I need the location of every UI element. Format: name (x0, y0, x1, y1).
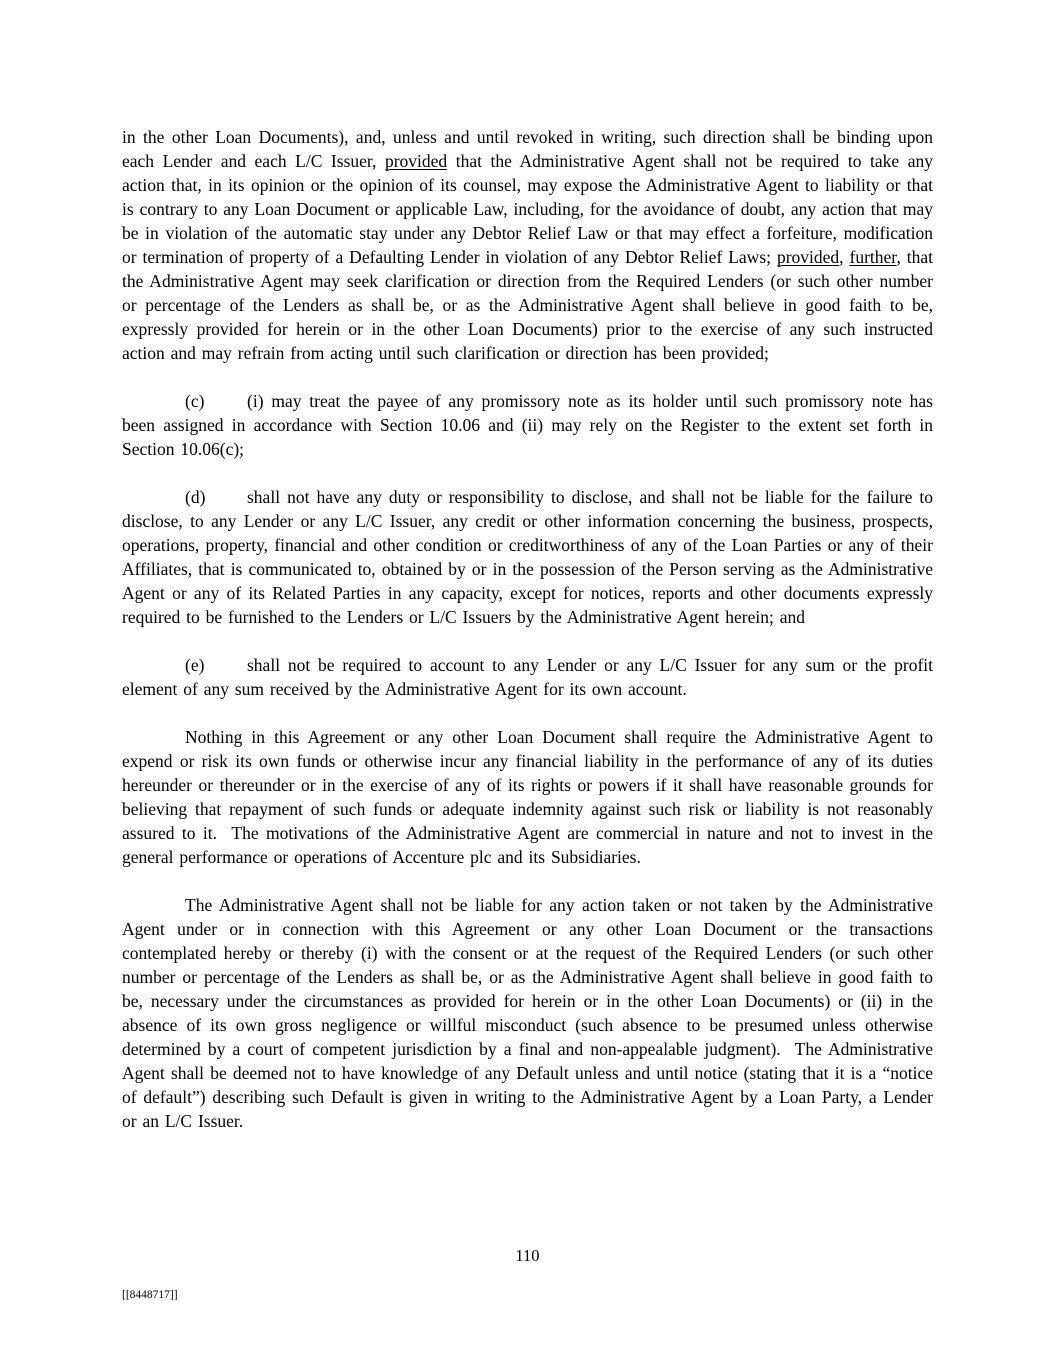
text-segment: Nothing in this Agreement or any other Loan Document shall require the Administrative Agent to expend or risk its own funds or otherwise incur any financial liability in the performance of any of its duties hereunder or thereunder or in the exercise of any of its rights or powers if it shall have reasonable grounds for believing that repayment of such funds or adequate indemnity against such risk or liability is not reasonably assured to it. The motivations of the Administrative Agent are commercial in nature and not to invest in the general performance or operations of Accenture plc and its Subsidiaries. (122, 727, 933, 867)
text-segment: shall not have any duty or responsibility to disclose, and shall not be liable for the failure to disclose, to any Lender or any L/C Issuer, any credit or other information concerning the business, prospects, operations, property, financial and other condition or creditworthiness of any of the Loan Parties or any of their Affiliates, that is communicated to, obtained by or in the possession of the Person serving as the Administrative Agent or any of its Related Parties in any capacity, except for notices, reports and other documents expressly required to be furnished to the Lenders or L/C Issuers by the Administrative Agent herein; and (122, 487, 933, 627)
text-segment: that the Administrative Agent shall not be required to take any action that, in its opinion or the opinion of its counsel, may expose the Administrative Agent to liability or that is contrary to any Loan Document or applicable Law, including, for the avoidance of doubt, any action that may be in violation of the automatic stay under any Debtor Relief Law or that may effect a forfeiture, modification or termination of property of a Defaulting Lender in violation of any Debtor Relief Laws; (122, 151, 933, 267)
clause-label: (e) (185, 655, 205, 675)
clause-d-paragraph (122, 485, 933, 629)
document-id-tag: [[8448717]] (122, 1289, 178, 1301)
underlined-term: further (849, 247, 897, 267)
text-segment: (i) may treat the payee of any promissory note as its holder until such promissory note has been assigned in accordance with Section 10.06 and (ii) may rely on the Register to the extent set forth in Section 10.06(c); (122, 391, 933, 459)
no-liability-paragraph (122, 893, 933, 1133)
clause-label: (c) (185, 391, 205, 411)
clause-e-paragraph (122, 653, 933, 701)
text-segment: , that the Administrative Agent may seek clarification or direction from the Required Lenders (or such other number or percentage of the Lenders as shall be, or as the Administrative Agent shall believe in good faith to be, expressly provided for herein or in the other Loan Documents) prior to the exercise of any such instructed action and may refrain from acting until such clarification or direction has been provided; (122, 247, 934, 363)
no-funds-obligation-paragraph (122, 725, 933, 869)
page-number: 110 (515, 1246, 540, 1265)
text-segment: The Administrative Agent shall not be liable for any action taken or not taken by the Administrative Agent under or in connection with this Agreement or any other Loan Document or the transactions contemplated hereby or thereby (i) with the consent or at the request of the Required Lenders (or such other number or percentage of the Lenders as shall be, or as the Administrative Agent shall believe in good faith to be, necessary under the circumstances as provided for herein or in the other Loan Documents) or (ii) in the absence of its own gross negligence or willful misconduct (such absence to be presumed unless otherwise determined by a court of competent jurisdiction by a final and non-appealable judgment). The Administrative Agent shall be deemed not to have knowledge of any Default unless and until notice (stating that it is a “notice of default”) describing such Default is given in writing to the Administrative Agent by a Loan Party, a Lender or an L/C Issuer. (122, 895, 933, 1131)
continuation-paragraph (122, 125, 933, 365)
text-segment: in the other Loan Documents), and, unless and until revoked in writing, such direction shall be binding upon each Lender and each L/C Issuer, (122, 127, 933, 171)
clause-label: (d) (185, 487, 206, 507)
text-segment: , (839, 247, 850, 267)
clause-c-paragraph (122, 389, 933, 461)
underlined-term: provided (384, 151, 448, 171)
text-segment: shall not be required to account to any Lender or any L/C Issuer for any sum or the profit element of any sum received by the Administrative Agent for its own account. (122, 655, 933, 699)
document-body (122, 125, 933, 1133)
underlined-term: provided (776, 247, 840, 267)
